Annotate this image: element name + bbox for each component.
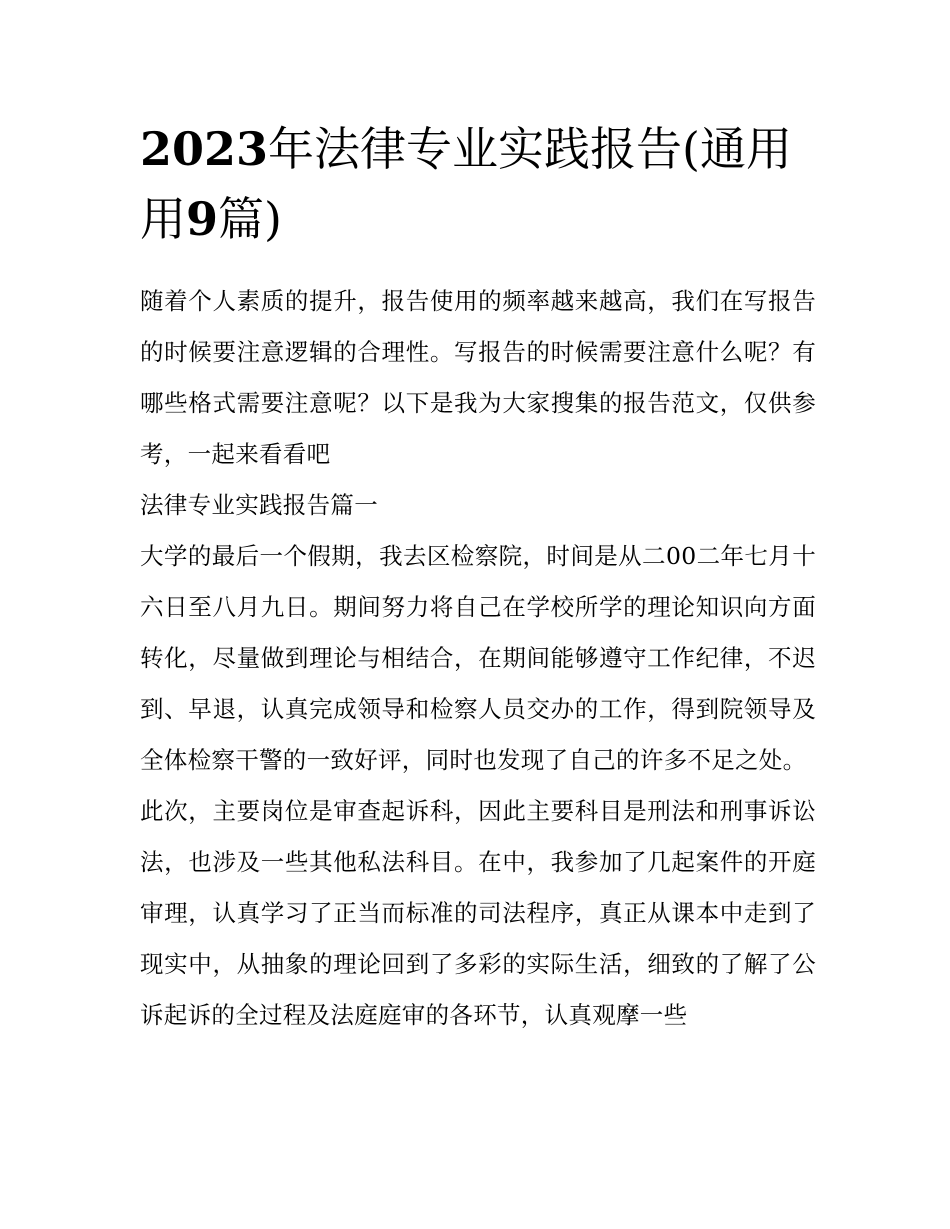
body-paragraph: 大学的最后一个假期，我去区检察院，时间是从二00二年七月十六日至八月九日。期间努力将自己在学校所学的理论知识向方面转化，尽量做到理论与相结合，在期间能够遵守工作纪律，不迟到、早退，认真完成领导和检察人员交办的工作，得到院领导及全体检察干警的一致好评，同时也发现了自己的许多不足之处。 [140,542,816,774]
title-number: 9 [186,192,219,246]
body-paragraph: 此次，主要岗位是审查起诉科，因此主要科目是刑法和刑事诉讼法，也涉及一些其他私法科目。在中，我参加了几起案件的开庭审理，认真学习了正当而标准的司法程序，真正从课本中走到了现实中，从抽象的理论回到了多彩的实际生活，细致的了解了公诉起诉的全过程及法庭庭审的各环节，认真观摩一些 [140,797,816,1029]
document-title [140,114,820,254]
section-heading: 法律专业实践报告篇一 [140,491,378,519]
title-year: 2023 [140,122,269,176]
title-text: 年法律专业实践报告(通用 [268,122,792,176]
document-body [140,276,816,1041]
title-text-cont: 用 [140,192,186,246]
title-end: 篇) [218,192,282,246]
intro-paragraph: 随着个人素质的提升，报告使用的频率越来越高，我们在写报告的时候要注意逻辑的合理性。写报告的时候需要注意什么呢？有哪些格式需要注意呢？以下是我为大家搜集的报告范文，仅供参考，一起来看看吧 [140,287,816,468]
